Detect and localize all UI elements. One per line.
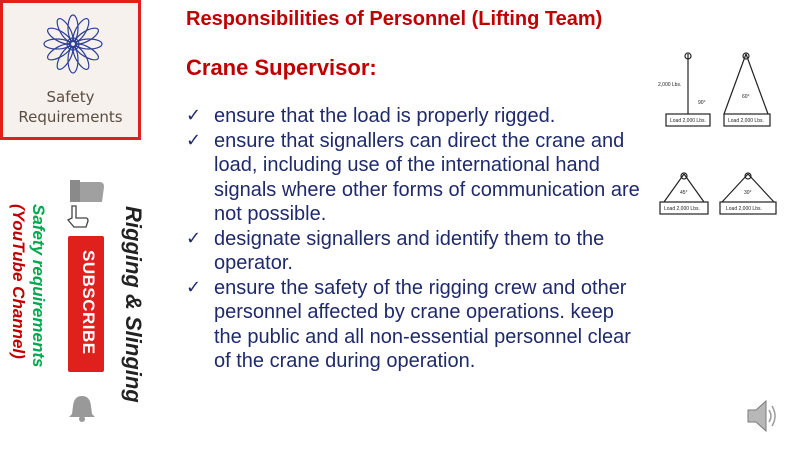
list-item — [186, 227, 641, 276]
hand-pointer-icon — [68, 206, 88, 227]
bullet-text: ensure that signallers can direct the crane and load, including use of the international hand signals where other forms of communication are not possible. — [214, 129, 640, 225]
angle-label: 90° — [698, 100, 706, 106]
bullet-text: designate signallers and identify them to the operator. — [214, 227, 605, 274]
topic-label: Rigging & Slinging — [121, 206, 146, 403]
logo-line-2: Requirements — [18, 108, 123, 126]
checkmark-icon: ✓ — [186, 105, 202, 126]
slide-title: Responsibilities of Personnel (Lifting Team) — [186, 8, 603, 30]
angle-label: 45° — [680, 190, 688, 196]
bell-icon[interactable] — [66, 394, 98, 422]
angle-label: 60° — [742, 94, 750, 100]
hook-load-label: 2,000 Lbs. — [658, 82, 682, 88]
subscribe-button[interactable] — [68, 236, 104, 372]
sling-angle-diagram — [658, 50, 780, 226]
checkmark-icon: ✓ — [186, 227, 202, 249]
speaker-icon[interactable] — [746, 398, 778, 434]
channel-logo — [0, 0, 141, 140]
checkmark-icon: ✓ — [186, 276, 202, 298]
subscribe-label: SUBSCRIBE — [79, 250, 98, 355]
slide-subtitle: Crane Supervisor: — [186, 55, 377, 80]
logo-text — [3, 87, 138, 127]
responsibility-list — [186, 104, 641, 374]
channel-caption: (YouTube Channel) — [9, 204, 28, 359]
angle-label: 30° — [744, 190, 752, 196]
list-item — [186, 129, 641, 227]
load-label: Load 2,000 Lbs. — [664, 206, 700, 212]
like-thumb-icon[interactable] — [64, 178, 106, 228]
load-label: Load 2,000 Lbs. — [728, 118, 764, 124]
bullet-text: ensure that the load is properly rigged. — [214, 105, 556, 127]
bullet-text: ensure the safety of the rigging crew and other personnel affected by crane operations. keep the public and all non-essential personnel clear of the crane during operation. — [214, 276, 631, 372]
checkmark-icon: ✓ — [186, 129, 202, 151]
list-item — [186, 104, 641, 129]
load-label: Load 2,000 Lbs. — [670, 118, 706, 124]
mandala-logo-icon — [40, 11, 106, 77]
load-label: Load 2,000 Lbs. — [726, 206, 762, 212]
channel-name: Safety requirements — [29, 204, 48, 368]
logo-line-1: Safety — [46, 88, 95, 106]
list-item — [186, 276, 641, 374]
